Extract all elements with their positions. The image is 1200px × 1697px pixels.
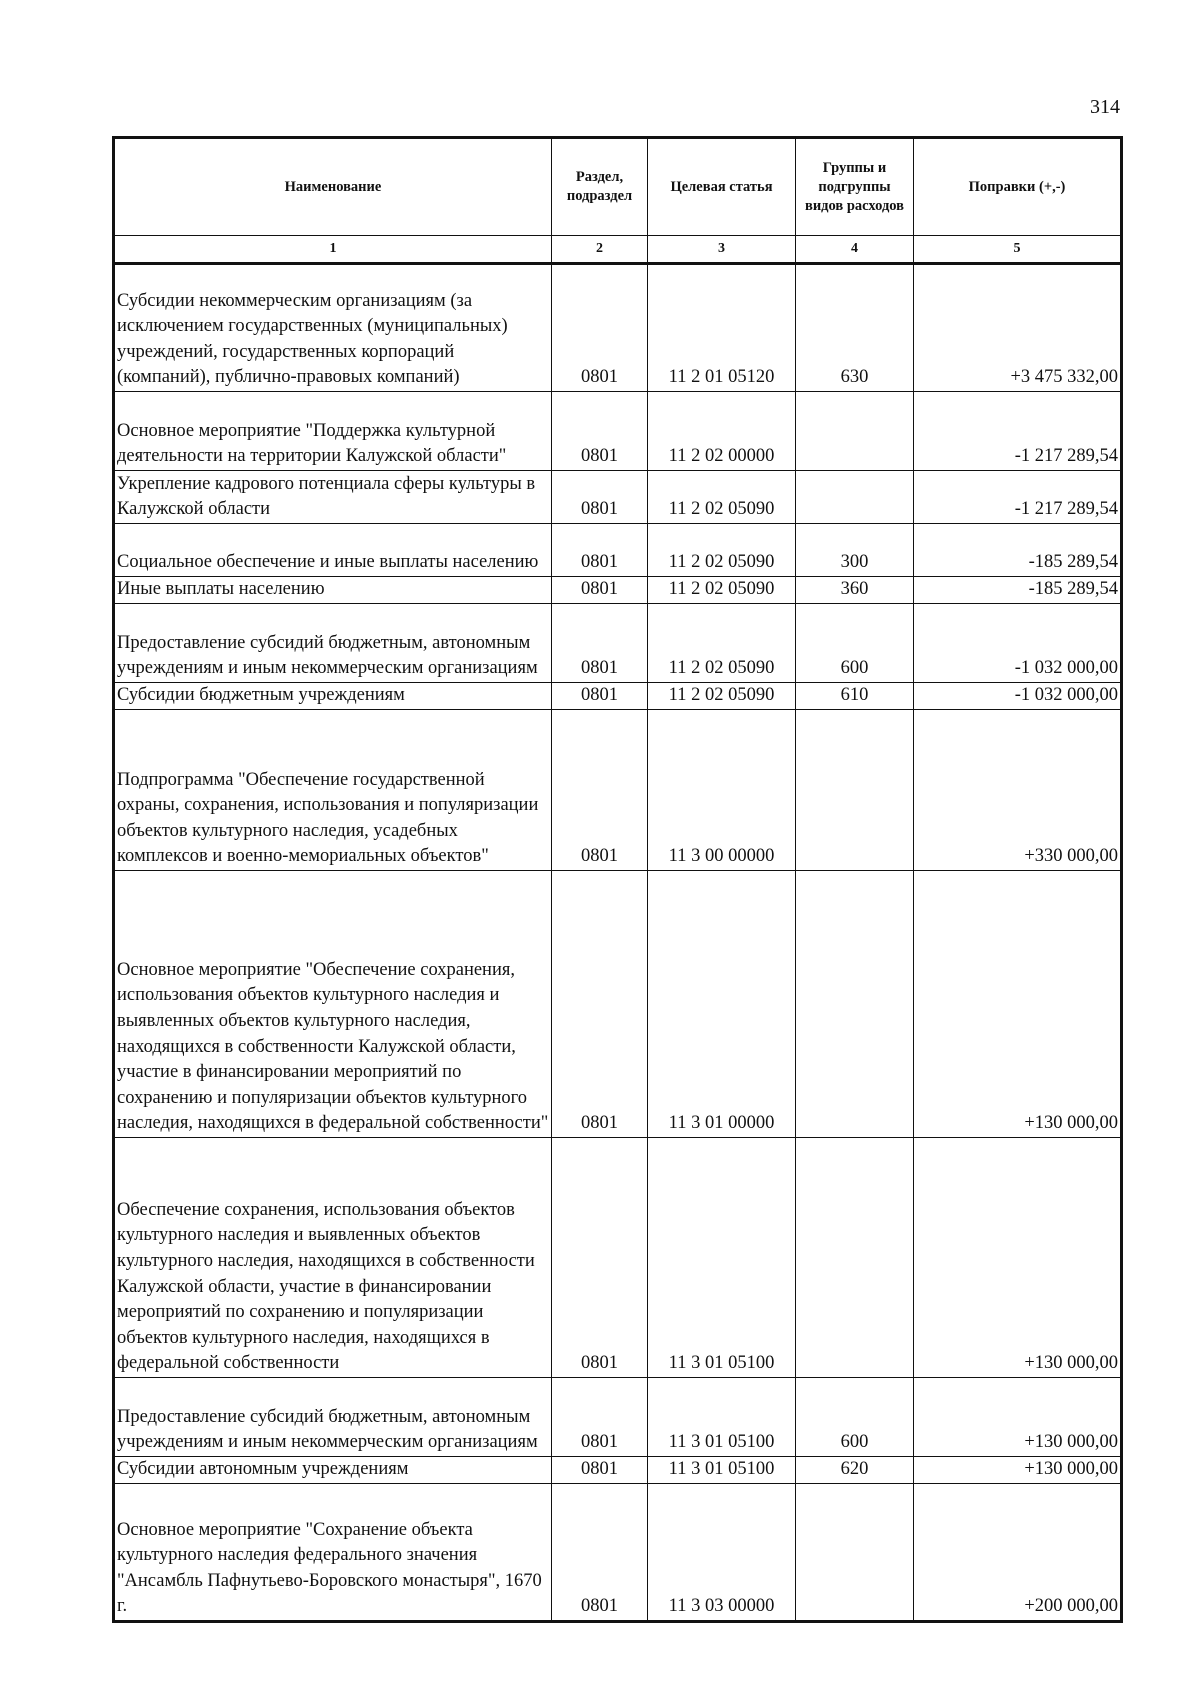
row-name: Основное мероприятие "Обеспечение сохранения, использования объектов культурного наследия и выявленных объектов культурного наследия, находящихся в собственности Калужской области, участие в финансировании мероприятий по сохранению и популяризации объектов культурного наследия, находящихся в федеральной собственности"	[114, 871, 552, 1138]
row-amount: -1 217 289,54	[914, 471, 1122, 524]
header-amendments: Поправки (+,-)	[914, 138, 1122, 236]
table-row	[114, 1457, 1122, 1484]
header-expense-groups: Группы и подгруппы видов расходов	[796, 138, 914, 236]
row-group	[796, 471, 914, 524]
row-amount: -1 217 289,54	[914, 392, 1122, 471]
row-group: 300	[796, 524, 914, 577]
row-amount: +130 000,00	[914, 1378, 1122, 1457]
row-amount: +130 000,00	[914, 1457, 1122, 1484]
row-group	[796, 392, 914, 471]
table-row	[114, 1138, 1122, 1378]
row-amount: -1 032 000,00	[914, 683, 1122, 710]
row-target: 11 2 02 05090	[648, 604, 796, 683]
row-group	[796, 1138, 914, 1378]
row-group: 630	[796, 264, 914, 392]
header-section: Раздел, подраздел	[552, 138, 648, 236]
row-target: 11 2 02 05090	[648, 577, 796, 604]
column-number: 3	[648, 236, 796, 264]
table-row	[114, 604, 1122, 683]
row-section: 0801	[552, 871, 648, 1138]
row-section: 0801	[552, 710, 648, 871]
header-name: Наименование	[114, 138, 552, 236]
row-target: 11 3 01 05100	[648, 1457, 796, 1484]
row-group: 620	[796, 1457, 914, 1484]
row-target: 11 2 02 05090	[648, 683, 796, 710]
row-amount: +330 000,00	[914, 710, 1122, 871]
budget-amendments-table	[112, 136, 1123, 1623]
column-number: 2	[552, 236, 648, 264]
row-section: 0801	[552, 471, 648, 524]
row-target: 11 3 01 05100	[648, 1378, 796, 1457]
column-number: 4	[796, 236, 914, 264]
row-section: 0801	[552, 1484, 648, 1622]
row-target: 11 3 01 00000	[648, 871, 796, 1138]
table-row	[114, 871, 1122, 1138]
row-target: 11 2 01 05120	[648, 264, 796, 392]
row-group: 600	[796, 604, 914, 683]
row-section: 0801	[552, 392, 648, 471]
table-row	[114, 577, 1122, 604]
row-name: Основное мероприятие "Поддержка культурной деятельности на территории Калужской области"	[114, 392, 552, 471]
table-row	[114, 264, 1122, 392]
row-name: Социальное обеспечение и иные выплаты населению	[114, 524, 552, 577]
table-row	[114, 1378, 1122, 1457]
row-group	[796, 710, 914, 871]
row-amount: +200 000,00	[914, 1484, 1122, 1622]
row-name: Субсидии бюджетным учреждениям	[114, 683, 552, 710]
row-group	[796, 871, 914, 1138]
row-target: 11 3 01 05100	[648, 1138, 796, 1378]
table-row	[114, 683, 1122, 710]
table-header-row	[114, 138, 1122, 236]
row-target: 11 2 02 05090	[648, 524, 796, 577]
row-group	[796, 1484, 914, 1622]
row-target: 11 2 02 05090	[648, 471, 796, 524]
row-name: Предоставление субсидий бюджетным, автономным учреждениям и иным некоммерческим организациям	[114, 604, 552, 683]
row-name: Предоставление субсидий бюджетным, автономным учреждениям и иным некоммерческим организациям	[114, 1378, 552, 1457]
row-section: 0801	[552, 264, 648, 392]
row-group: 610	[796, 683, 914, 710]
row-amount: -185 289,54	[914, 577, 1122, 604]
column-number: 1	[114, 236, 552, 264]
row-section: 0801	[552, 1457, 648, 1484]
row-section: 0801	[552, 524, 648, 577]
row-amount: +130 000,00	[914, 871, 1122, 1138]
table-row	[114, 392, 1122, 471]
row-section: 0801	[552, 577, 648, 604]
row-amount: +130 000,00	[914, 1138, 1122, 1378]
row-section: 0801	[552, 683, 648, 710]
row-name: Подпрограмма "Обеспечение государственной охраны, сохранения, использования и популяризации объектов культурного наследия, усадебных комплексов и военно-мемориальных объектов"	[114, 710, 552, 871]
row-group: 600	[796, 1378, 914, 1457]
column-number-row	[114, 236, 1122, 264]
row-target: 11 2 02 00000	[648, 392, 796, 471]
row-amount: -1 032 000,00	[914, 604, 1122, 683]
row-name: Иные выплаты населению	[114, 577, 552, 604]
row-name: Укрепление кадрового потенциала сферы культуры в Калужской области	[114, 471, 552, 524]
column-number: 5	[914, 236, 1122, 264]
row-section: 0801	[552, 604, 648, 683]
row-target: 11 3 03 00000	[648, 1484, 796, 1622]
row-amount: -185 289,54	[914, 524, 1122, 577]
row-amount: +3 475 332,00	[914, 264, 1122, 392]
table-row	[114, 524, 1122, 577]
row-name: Субсидии некоммерческим организациям (за исключением государственных (муниципальных) учреждений, государственных корпораций (компаний), публично-правовых компаний)	[114, 264, 552, 392]
table-row	[114, 1484, 1122, 1622]
row-name: Субсидии автономным учреждениям	[114, 1457, 552, 1484]
row-name: Обеспечение сохранения, использования объектов культурного наследия и выявленных объектов культурного наследия, находящихся в собственности Калужской области, участие в финансировании мероприятий по сохранению и популяризации объектов культурного наследия, находящихся в федеральной собственности	[114, 1138, 552, 1378]
table-row	[114, 471, 1122, 524]
page-number: 314	[1090, 96, 1120, 118]
table-row	[114, 710, 1122, 871]
row-section: 0801	[552, 1138, 648, 1378]
header-target-article: Целевая статья	[648, 138, 796, 236]
row-group: 360	[796, 577, 914, 604]
row-target: 11 3 00 00000	[648, 710, 796, 871]
row-name: Основное мероприятие "Сохранение объекта культурного наследия федерального значения "Ансамбль Пафнутьево-Боровского монастыря", 1670 г.	[114, 1484, 552, 1622]
row-section: 0801	[552, 1378, 648, 1457]
